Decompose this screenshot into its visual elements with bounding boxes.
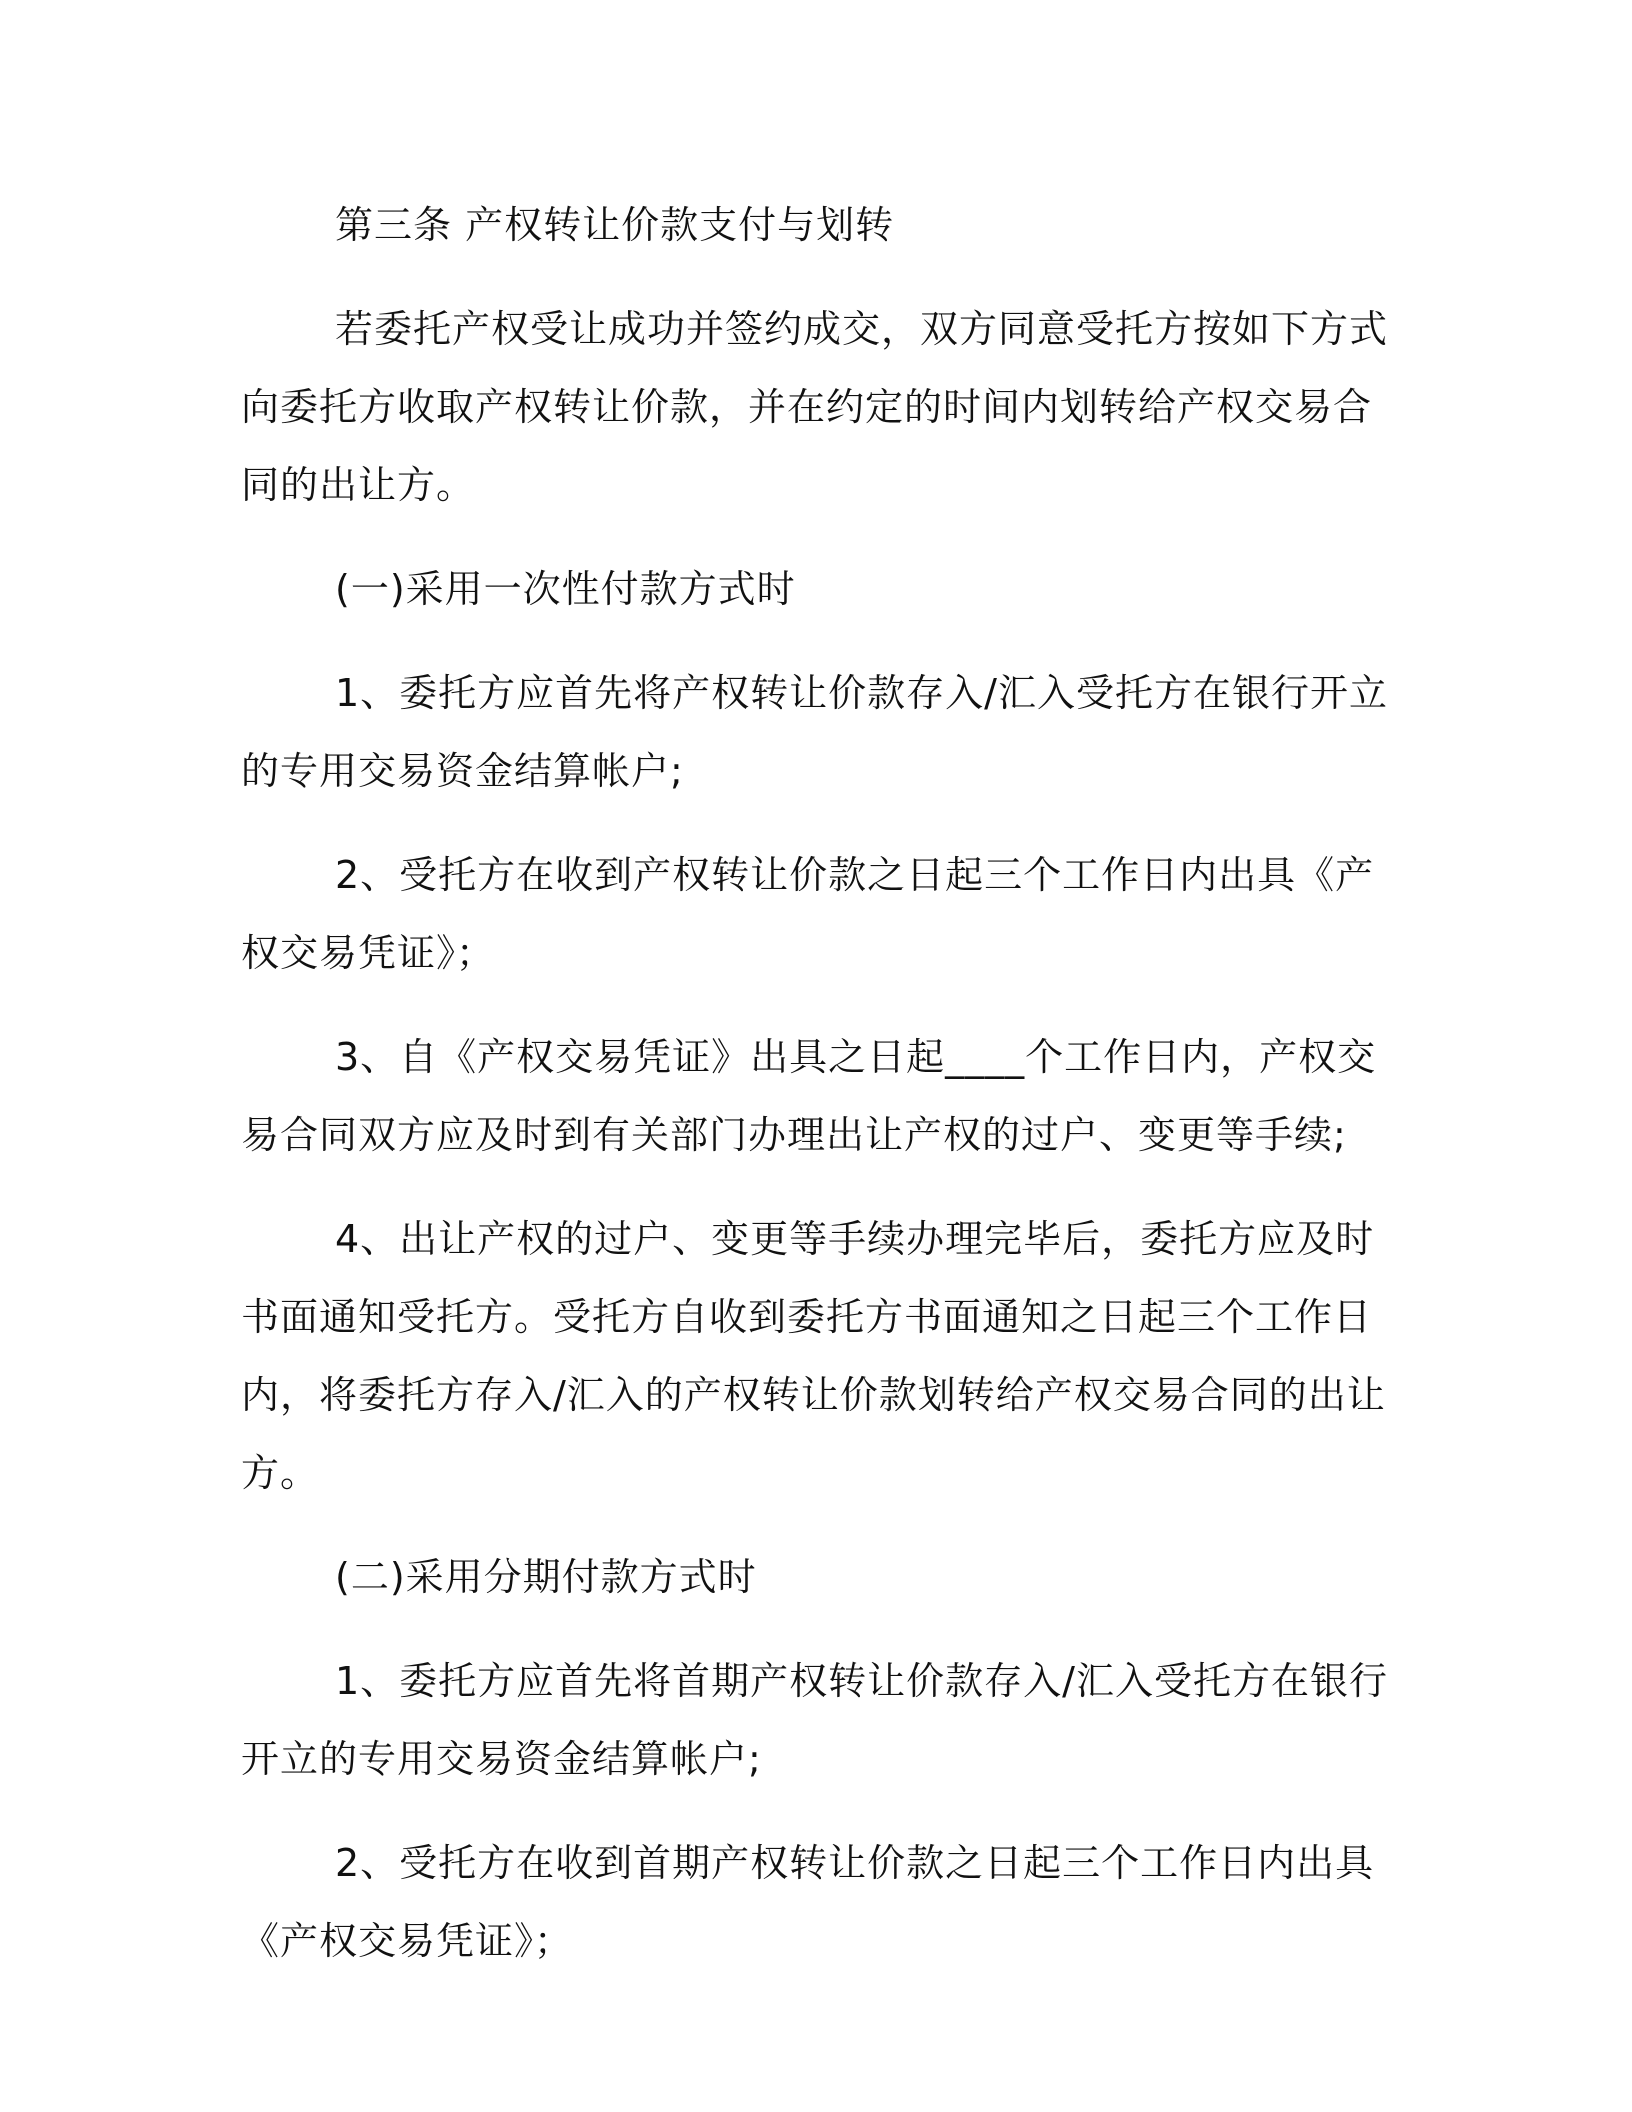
part-one-item-2: 2、受托方在收到产权转让价款之日起三个工作日内出具《产权交易凭证》； — [241, 853, 1375, 975]
part-one-item-4: 4、出让产权的过户、变更等手续办理完毕后，委托方应及时书面通知受托方。受托方自收到委托方书面通知之日起三个工作日内，将委托方存入/汇入的产权转让价款划转给产权交易合同的出让方。 — [241, 1217, 1386, 1495]
document-body — [241, 186, 1391, 2006]
part-two-heading: (二)采用分期付款方式时 — [335, 1555, 757, 1599]
part-two-item-1: 1、委托方应首先将首期产权转让价款存入/汇入受托方在银行开立的专用交易资金结算帐户; — [241, 1659, 1388, 1781]
part-one-heading: (一)采用一次性付款方式时 — [335, 567, 796, 611]
part-one-item-1: 1、委托方应首先将产权转让价款存入/汇入受托方在银行开立的专用交易资金结算帐户; — [241, 671, 1388, 793]
intro-paragraph: 若委托产权受让成功并签约成交，双方同意受托方按如下方式向委托方收取产权转让价款，并在约定的时间内划转给产权交易合同的出让方。 — [241, 307, 1389, 507]
part-two-item-2: 2、受托方在收到首期产权转让价款之日起三个工作日内出具《产权交易凭证》； — [241, 1841, 1375, 1963]
section-title: 第三条 产权转让价款支付与划转 — [335, 203, 895, 247]
part-one-item-3: 3、自《产权交易凭证》出具之日起____个工作日内，产权交易合同双方应及时到有关部门办理出让产权的过户、变更等手续; — [241, 1035, 1377, 1157]
